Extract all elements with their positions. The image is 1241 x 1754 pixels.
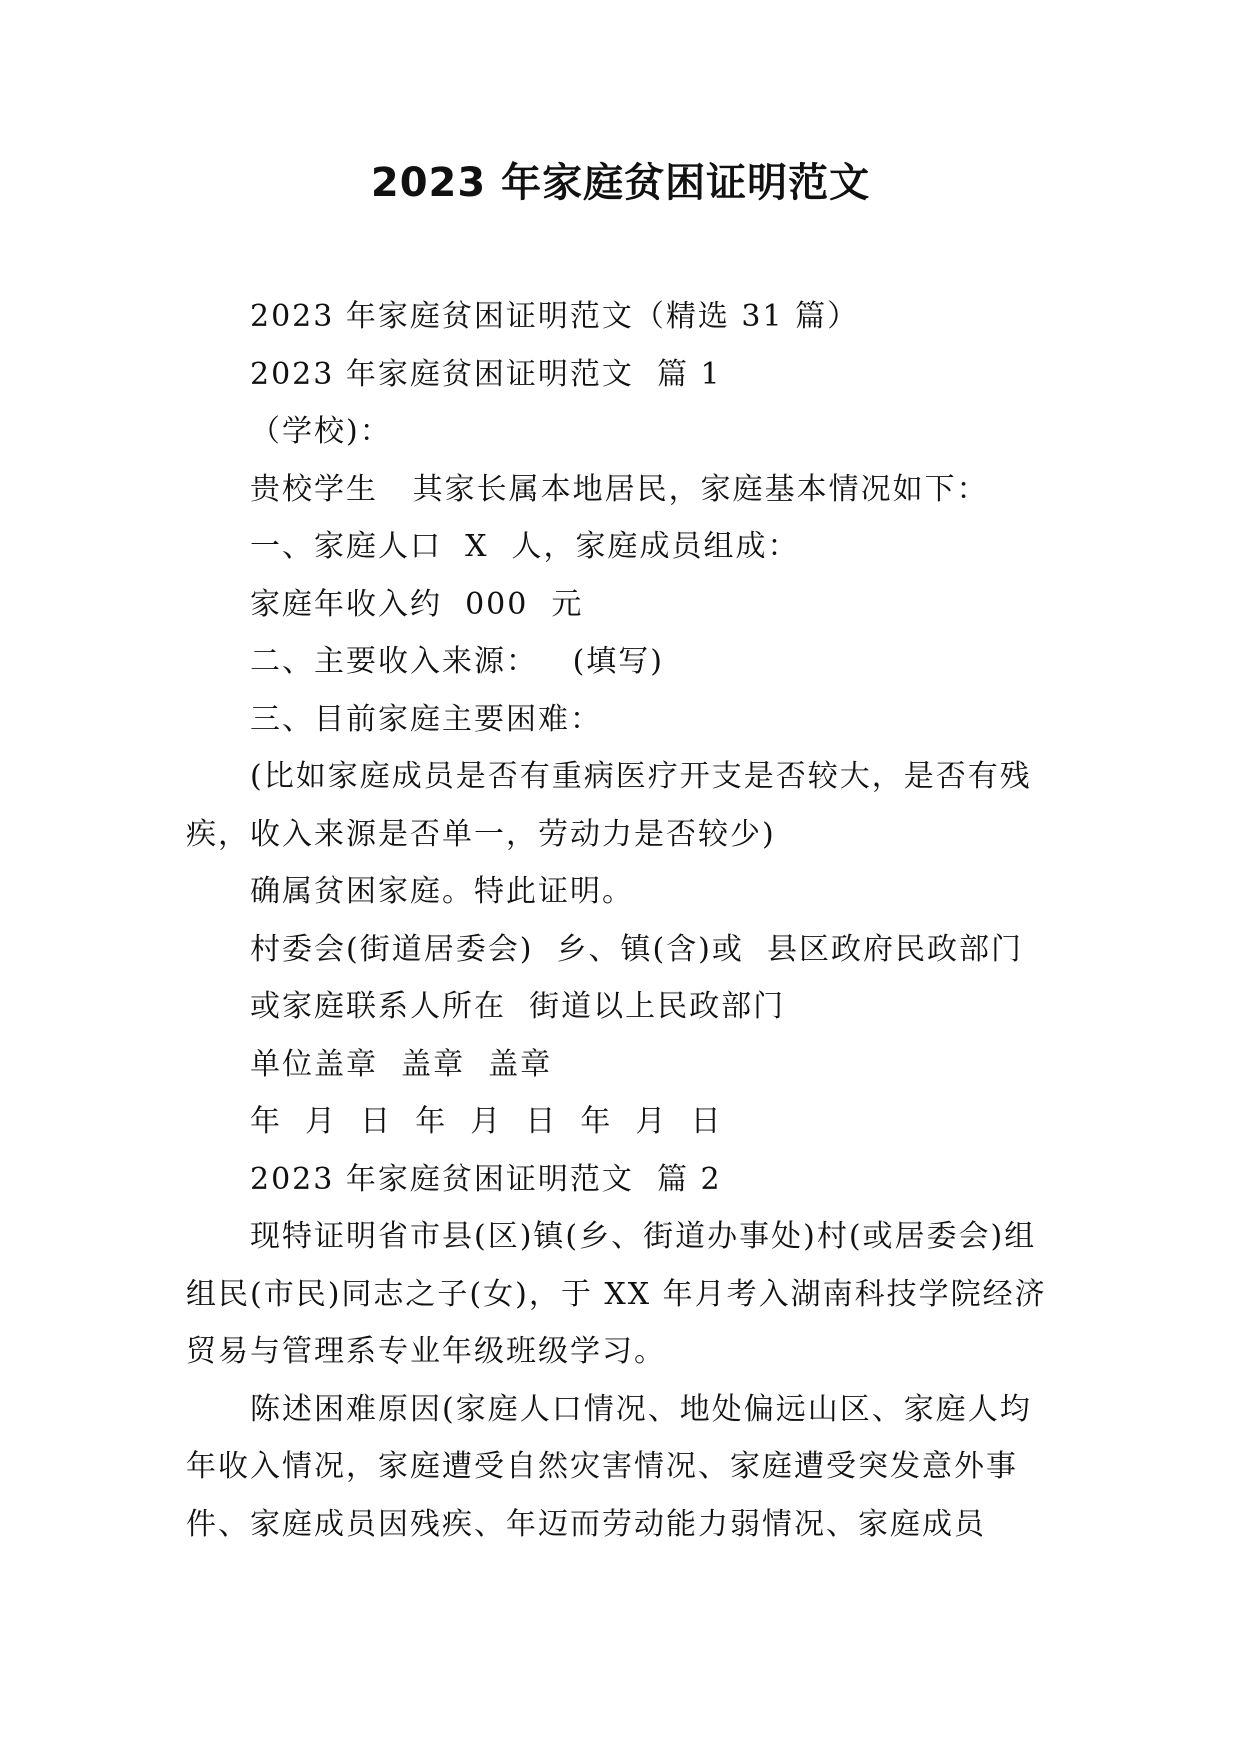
paragraph: 单位盖章 盖章 盖章 (250, 1046, 553, 1082)
paragraph: 年 月 日 年 月 日 年 月 日 (250, 1104, 723, 1139)
paragraph: 三、目前家庭主要困难： (250, 701, 602, 737)
paragraph: 确属贫困家庭。特此证明。 (250, 874, 634, 909)
paragraph: (比如家庭成员是否有重病医疗开支是否较大，是否有残疾，收入来源是否单一，劳动力是否较少) (186, 759, 1032, 852)
paragraph: 2023 年家庭贫困证明范文（精选 31 篇） (250, 299, 860, 334)
document-body (186, 288, 1056, 1553)
paragraph: 家庭年收入约 000 元 (250, 586, 584, 622)
paragraph: 2023 年家庭贫困证明范文 篇 1 (250, 356, 722, 392)
paragraph: （学校)： (250, 414, 392, 449)
paragraph: 一、家庭人口 X 人，家庭成员组成： (250, 529, 800, 564)
paragraph: 现特证明省市县(区)镇(乡、街道办事处)村(或居委会)组组民(市民)同志之子(女)，于 XX 年月考入湖南科技学院经济贸易与管理系专业年级班级学习。 (186, 1219, 1047, 1369)
paragraph: 村委会(街道居委会) 乡、镇(含)或 县区政府民政部门 (250, 931, 1023, 967)
paragraph: 或家庭联系人所在 街道以上民政部门 (250, 989, 786, 1024)
paragraph: 贵校学生 其家长属本地居民，家庭基本情况如下： (250, 471, 989, 507)
paragraph: 2023 年家庭贫困证明范文 篇 2 (250, 1161, 722, 1197)
document-title: 2023 年家庭贫困证明范文 (370, 160, 871, 206)
paragraph: 陈述困难原因(家庭人口情况、地处偏远山区、家庭人均年收入情况，家庭遭受自然灾害情况、家庭遭受突发意外事件、家庭成员因残疾、年迈而劳动能力弱情况、家庭成员 (186, 1391, 1032, 1542)
paragraph: 二、主要收入来源： (填写) (250, 644, 665, 679)
